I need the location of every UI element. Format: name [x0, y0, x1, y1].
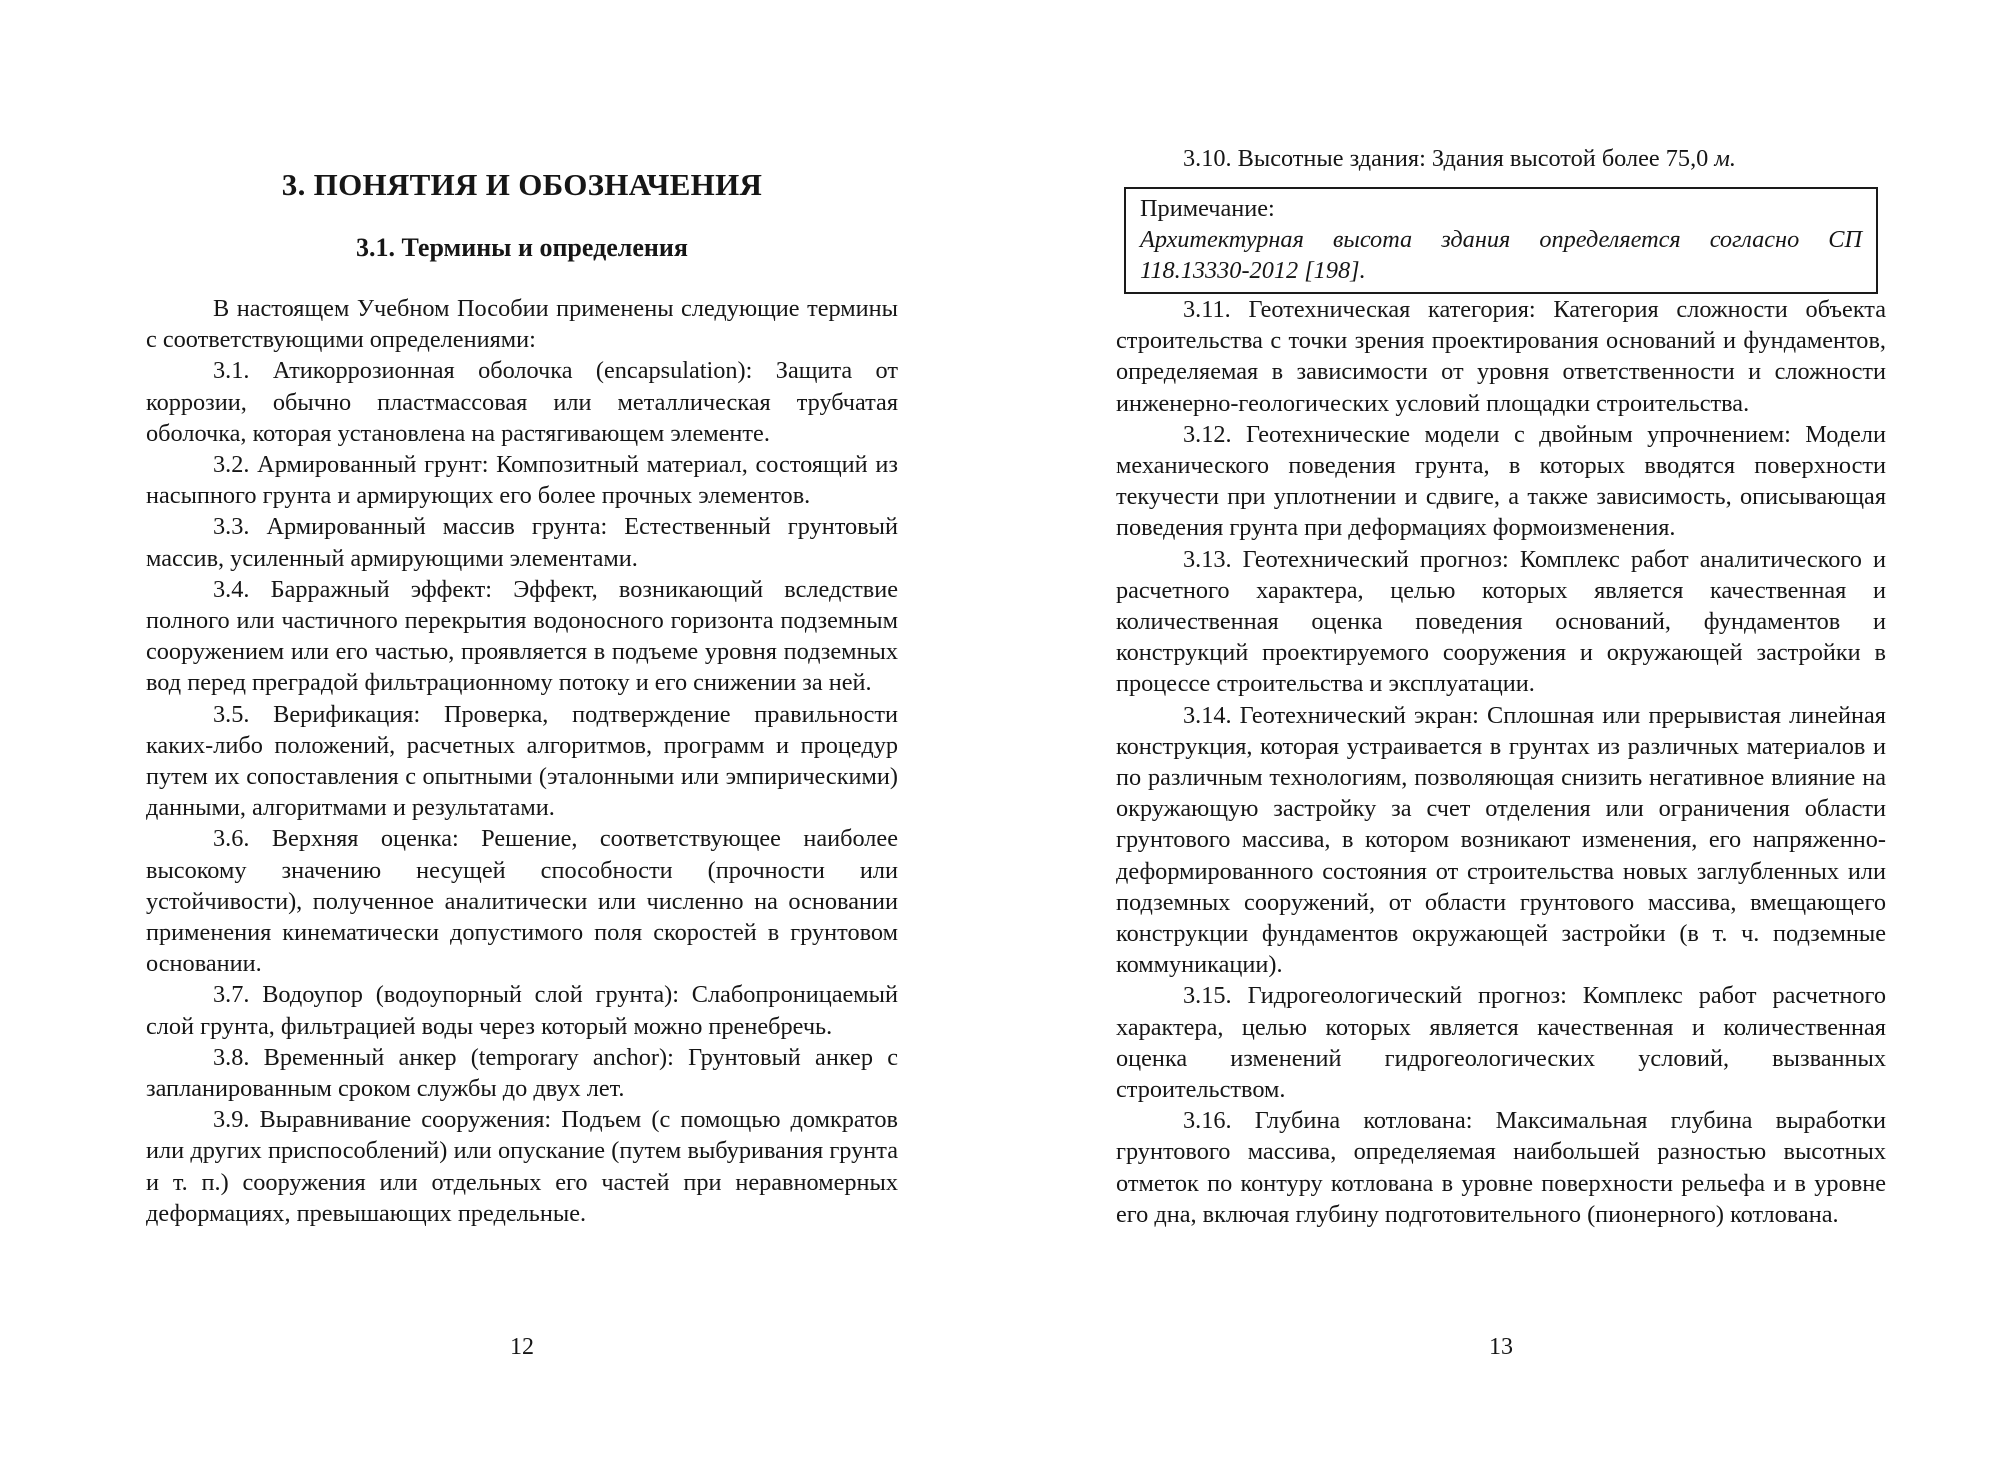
- right-page-body: [1116, 294, 1886, 1230]
- paragraph: 3.11. Геотехническая категория: Категория сложности объекта строительства с точки зрения проектирования оснований и фундаментов, определяемая в зависимости от уровня ответственности и сложности инженерно-геологических условий площадки строительства.: [1116, 296, 1886, 417]
- paragraph: 3.14. Геотехнический экран: Сплошная или прерывистая линейная конструкция, которая устраивается в грунтах из различных материалов и по различным технологиям, позволяющая снизить негативное влияние на окружающую застройку за счет отделения или ограничения области грунтового массива, в котором возникают изменения, его напряженно-деформированного состояния от строительства новых заглубленных или подземных сооружений, от области грунтового массива, вмещающего конструкции фундаментов окружающей застройки (в т. ч. подземные коммуникации).: [1116, 701, 1886, 979]
- term-text: 3.10. Высотные здания: Здания высотой более 75,0: [1183, 145, 1709, 172]
- note-box: [1124, 187, 1878, 294]
- paragraph: 3.7. Водоупор (водоупорный слой грунта): Слабопроницаемый слой грунта, фильтрацией воды через который можно пренебречь.: [146, 981, 898, 1040]
- term-3-10: [1116, 143, 1886, 174]
- note-label: Примечание:: [1140, 195, 1275, 222]
- paragraph: 3.5. Верификация: Проверка, подтверждение правильности каких-либо положений, расчетных алгоритмов, программ и процедур путем их сопоставления с опытными (эталонными или эмпирическими) данными, алгоритмами и результатами.: [146, 700, 898, 822]
- section-title: 3.1. Термины и определения: [356, 233, 688, 262]
- paragraph: В настоящем Учебном Пособии применены следующие термины с соответствующими определениями:: [146, 295, 898, 354]
- paragraph: 3.16. Глубина котлована: Максимальная глубина выработки грунтового массива, определяемая наибольшей разностью высотных отметок по контуру котлована в уровне поверхности рельефа и в уровне его дна, включая глубину подготовительного (пионерного) котлована.: [1116, 1107, 1886, 1228]
- right-page: [1116, 0, 1886, 1464]
- paragraph: 3.9. Выравнивание сооружения: Подъем (с помощью домкратов или других приспособлений) или опускание (путем выбуривания грунта и т. п.) сооружения или отдельных его частей при неравномерных деформациях, превышающих предельные.: [146, 1106, 898, 1227]
- paragraph: 3.2. Армированный грунт: Композитный материал, состоящий из насыпного грунта и армирующих его более прочных элементов.: [146, 451, 898, 510]
- paragraph: 3.3. Армированный массив грунта: Естественный грунтовый массив, усиленный армирующими элементами.: [146, 513, 898, 572]
- page-number: 13: [1489, 1334, 1513, 1360]
- paragraph: 3.1. Атикоррозионная оболочка (encapsulation): Защита от коррозии, обычно пластмассовая или металлическая трубчатая оболочка, которая установлена на растягивающем элементе.: [146, 357, 898, 447]
- note-text: Архитектурная высота здания определяется согласно СП 118.13330-2012 [198].: [1140, 226, 1862, 284]
- left-page: [146, 0, 898, 1464]
- paragraph: 3.8. Временный анкер (temporary anchor): Грунтовый анкер с запланированным сроком службы до двух лет.: [146, 1043, 898, 1103]
- paragraph: 3.4. Барражный эффект: Эффект, возникающий вследствие полного или частичного перекрытия водоносного горизонта подземным сооружением или его частью, проявляется в подъеме уровня подземных вод перед преградой фильтрационному потоку и его снижении за ней.: [146, 575, 898, 697]
- left-page-body: [146, 293, 898, 1229]
- paragraph: 3.12. Геотехнические модели с двойным упрочнением: Модели механического поведения грунта, в которых вводятся поверхности текучести при уплотнении и сдвиге, а также зависимость, описывающая поведения грунта при деформациях формоизменения.: [1116, 420, 1886, 542]
- page-number: 12: [510, 1334, 534, 1360]
- paragraph: 3.13. Геотехнический прогноз: Комплекс работ аналитического и расчетного характера, целью которых является качественная и количественная оценка поведения оснований, фундаментов и конструкций проектируемого сооружения и окружающей застройки в процессе строительства и эксплуатации.: [1116, 545, 1886, 698]
- chapter-title: 3. ПОНЯТИЯ И ОБОЗНАЧЕНИЯ: [281, 167, 763, 202]
- paragraph: 3.15. Гидрогеологический прогноз: Комплекс работ расчетного характера, целью которых является качественная и количественная оценка изменений гидрогеологических условий, вызванных строительством.: [1116, 982, 1886, 1104]
- paragraph: 3.6. Верхняя оценка: Решение, соответствующее наиболее высокому значению несущей способности (прочности или устойчивости), полученное аналитически или численно на основании применения кинематически допустимого поля скоростей в грунтовом основании.: [146, 825, 898, 978]
- term-unit: м.: [1714, 145, 1736, 172]
